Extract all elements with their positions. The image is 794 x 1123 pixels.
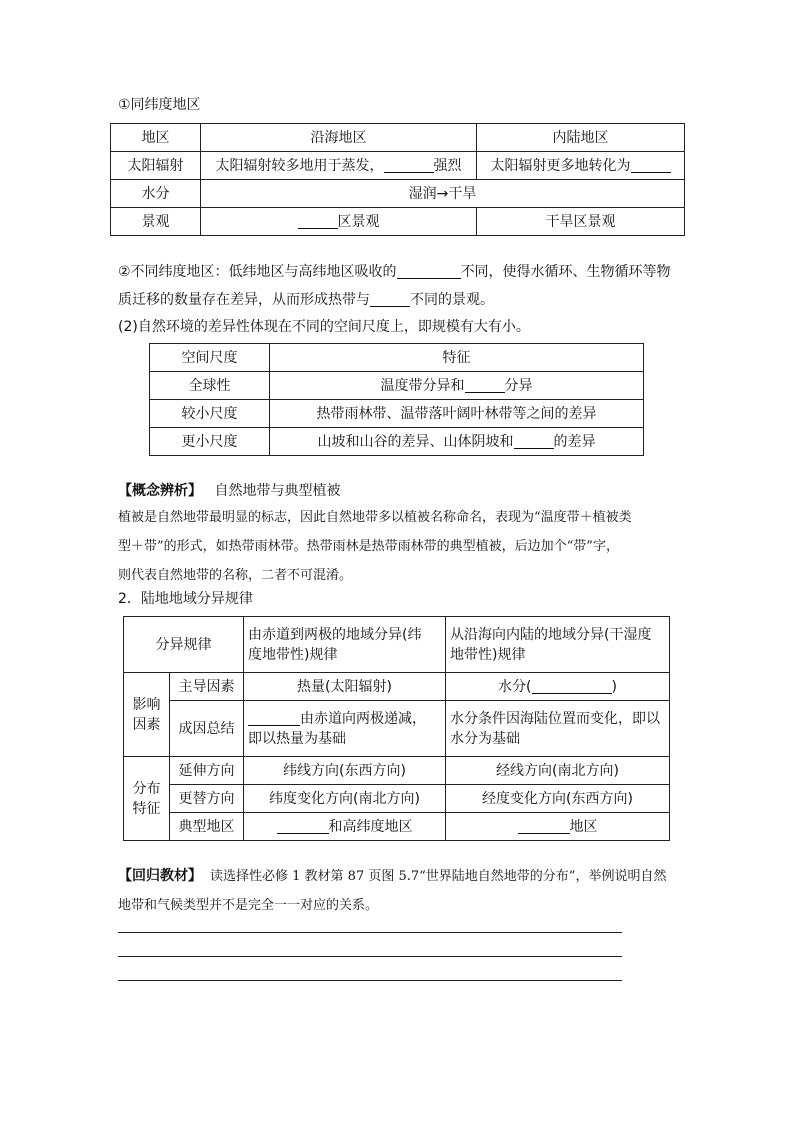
header-cell: 分异规律 <box>124 617 244 673</box>
row-label: 更小尺度 <box>150 428 270 456</box>
section-heading-same-latitude: ①同纬度地区 <box>118 97 201 113</box>
table-cell: 经度变化方向(东西方向) <box>446 785 670 813</box>
review-tag: 【回归教材】 <box>118 868 202 884</box>
header-cell: 特征 <box>270 344 644 372</box>
section-heading-spatial-scale: (2)自然环境的差异性体现在不同的空间尺度上，即规模有大有小。 <box>118 319 530 335</box>
fill-blank[interactable] <box>465 377 505 393</box>
concept-title: 自然地带与典型植被 <box>214 483 341 499</box>
row-label: 太阳辐射 <box>111 152 201 180</box>
group-label: 影响 因素 <box>124 673 170 757</box>
answer-line[interactable] <box>118 980 622 981</box>
fill-blank[interactable] <box>518 818 570 834</box>
table-cell: 热带雨林带、温带落叶阔叶林带等之间的差异 <box>270 400 644 428</box>
review-line-1: 读选择性必修 1 教材第 87 页图 5.7“世界陆地自然地带的分布”，举例说明自然 <box>210 869 667 884</box>
row-label: 较小尺度 <box>150 400 270 428</box>
row-label: 景观 <box>111 208 201 236</box>
row-label: 典型地区 <box>170 813 244 841</box>
review-line-2: 地带和气候类型并不是完全一一对应的关系。 <box>118 898 379 913</box>
table-cell: 太阳辐射更多地转化为 <box>477 152 685 180</box>
table-cell: 纬度变化方向(南北方向) <box>244 785 446 813</box>
concept-body: 植被是自然地带最明显的标志，因此自然地带多以植被名称命名，表现为“温度带＋植被类 型＋带”的形式，如热带雨林带。热带雨林是热带雨林带的典型植被，后边加个“带”字， 则代表自然地带的名称，二者不可混淆。 <box>118 510 632 583</box>
answer-line[interactable] <box>118 956 622 957</box>
row-label: 全球性 <box>150 372 270 400</box>
table-cell: 热量(太阳辐射) <box>244 673 446 701</box>
fill-blank[interactable] <box>298 213 338 229</box>
table-cell: 经线方向(南北方向) <box>446 757 670 785</box>
table-cell: 太阳辐射较多地用于蒸发， 强烈 <box>201 152 477 180</box>
header-cell: 内陆地区 <box>477 124 685 152</box>
table-cell: 区景观 <box>201 208 477 236</box>
group-label: 分布 特征 <box>124 757 170 841</box>
table-cell: 水分( ) <box>446 673 670 701</box>
same-latitude-table <box>110 123 685 236</box>
concept-tag: 【概念辨析】 <box>118 483 202 499</box>
row-label: 水分 <box>111 180 201 208</box>
table-cell: 纬线方向(东西方向) <box>244 757 446 785</box>
header-cell-longitudinal: 从沿海向内陆的地域分异(干湿度 地带性)规律 <box>446 617 670 673</box>
section-heading-zonation: 2．陆地地域分异规律 <box>118 591 253 607</box>
zonation-table <box>123 616 670 841</box>
header-cell: 地区 <box>111 124 201 152</box>
table-cell: 水分条件因海陆位置而变化，即以 水分为基础 <box>446 701 670 757</box>
header-cell: 空间尺度 <box>150 344 270 372</box>
answer-line[interactable] <box>118 932 622 933</box>
table-cell: 温度带分异和 分异 <box>270 372 644 400</box>
table-cell: 湿润→干旱 <box>201 180 685 208</box>
fill-blank[interactable] <box>370 291 410 307</box>
table-cell: 干旱区景观 <box>477 208 685 236</box>
fill-blank[interactable] <box>532 678 612 694</box>
header-cell-latitudinal: 由赤道到两极的地域分异(纬 度地带性)规律 <box>244 617 446 673</box>
fill-blank[interactable] <box>397 263 461 279</box>
fill-blank[interactable] <box>514 433 554 449</box>
table-cell: 山坡和山谷的差异、山体阴坡和 的差异 <box>270 428 644 456</box>
header-cell: 沿海地区 <box>201 124 477 152</box>
review-block <box>118 862 666 920</box>
row-label: 更替方向 <box>170 785 244 813</box>
row-label: 成因总结 <box>170 701 244 757</box>
row-label: 主导因素 <box>170 673 244 701</box>
fill-blank[interactable] <box>384 157 434 173</box>
fill-blank[interactable] <box>277 818 329 834</box>
row-label: 延伸方向 <box>170 757 244 785</box>
spatial-scale-table <box>149 343 644 456</box>
different-latitude-paragraph: ②不同纬度地区：低纬地区与高纬地区吸收的 不同，使得水循环、生物循环等物 质迁移的数量存在差异，从而形成热带与 不同的景观。 <box>118 264 671 308</box>
fill-blank[interactable] <box>631 157 671 173</box>
table-cell: 地区 <box>446 813 670 841</box>
table-cell: 和高纬度地区 <box>244 813 446 841</box>
table-cell: 由赤道向两极递减， 即以热量为基础 <box>244 701 446 757</box>
fill-blank[interactable] <box>248 710 300 726</box>
concept-heading <box>118 481 340 501</box>
